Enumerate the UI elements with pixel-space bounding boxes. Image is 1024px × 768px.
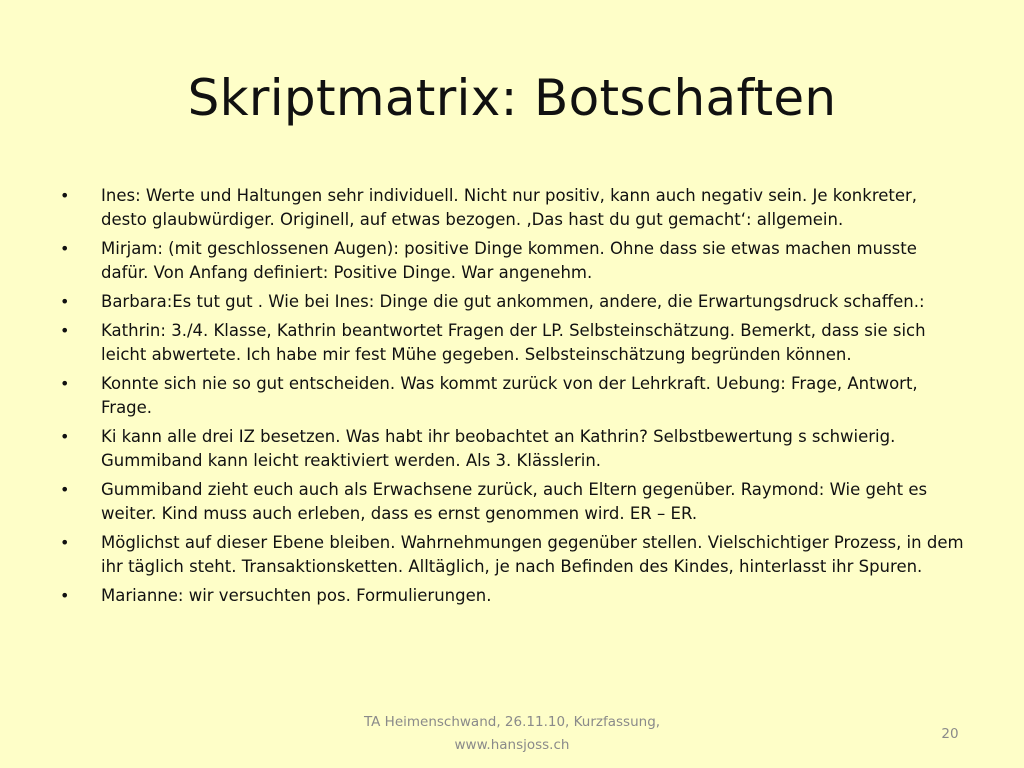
list-item: [60, 531, 965, 579]
list-item: [60, 372, 965, 420]
page-number: 20: [941, 726, 959, 742]
bullet-icon: •: [60, 186, 70, 205]
bullet-text: Ines: Werte und Haltungen sehr individuell. Nicht nur positiv, kann auch negativ sein. Je konkreter, desto glaubwürdiger. Originell, auf etwas bezogen. ‚Das hast du gut gemacht‘: allgemein.: [101, 186, 918, 229]
footer-line-2: www.hansjoss.ch: [454, 737, 570, 753]
list-item: [60, 237, 965, 285]
bullet-text: Mirjam: (mit geschlossenen Augen): positive Dinge kommen. Ohne dass sie etwas machen musste dafür. Von Anfang definiert: Positive Dinge. War angenehm.: [101, 239, 917, 282]
bullet-text: Marianne: wir versuchten pos. Formulierungen.: [101, 586, 492, 605]
bullet-icon: •: [60, 480, 70, 499]
bullet-icon: •: [60, 374, 70, 393]
bullet-text: Barbara:Es tut gut . Wie bei Ines: Dinge die gut ankommen, andere, die Erwartungsdruck schaffen.:: [101, 292, 925, 311]
list-item: [60, 319, 965, 367]
bullet-icon: •: [60, 586, 70, 605]
list-item: [60, 425, 965, 473]
bullet-icon: •: [60, 321, 70, 340]
bullet-text: Ki kann alle drei IZ besetzen. Was habt ihr beobachtet an Kathrin? Selbstbewertung s schwierig. Gummiband kann leicht reaktiviert werden. Als 3. Klässlerin.: [101, 427, 896, 470]
bullet-text: Gummiband zieht euch auch als Erwachsene zurück, auch Eltern gegenüber. Raymond: Wie geht es weiter. Kind muss auch erleben, dass es ernst genommen wird. ER – ER.: [101, 480, 928, 523]
bullet-icon: •: [60, 533, 70, 552]
footer-line-1: TA Heimenschwand, 26.11.10, Kurzfassung,: [363, 714, 661, 730]
list-item: [60, 584, 965, 608]
bullet-icon: •: [60, 239, 70, 258]
list-item: [60, 478, 965, 526]
bullet-list: [60, 184, 965, 613]
bullet-icon: •: [60, 292, 70, 311]
slide-title: Skriptmatrix: Botschaften: [187, 69, 837, 127]
bullet-text: Konnte sich nie so gut entscheiden. Was kommt zurück von der Lehrkraft. Uebung: Frage, Antwort, Frage.: [101, 374, 918, 417]
list-item: [60, 290, 965, 314]
bullet-icon: •: [60, 427, 70, 446]
list-item: [60, 184, 965, 232]
footer: [312, 711, 712, 757]
bullet-text: Möglichst auf dieser Ebene bleiben. Wahrnehmungen gegenüber stellen. Vielschichtiger Prozess, in dem ihr täglich steht. Transaktionsketten. Alltäglich, je nach Befinden des Kindes, hinterlasst ihr Spuren.: [101, 533, 964, 576]
bullet-text: Kathrin: 3./4. Klasse, Kathrin beantwortet Fragen der LP. Selbsteinschätzung. Bemerkt, dass sie sich leicht abwertete. Ich habe mir fest Mühe gegeben. Selbsteinschätzung begründen können.: [101, 321, 926, 364]
